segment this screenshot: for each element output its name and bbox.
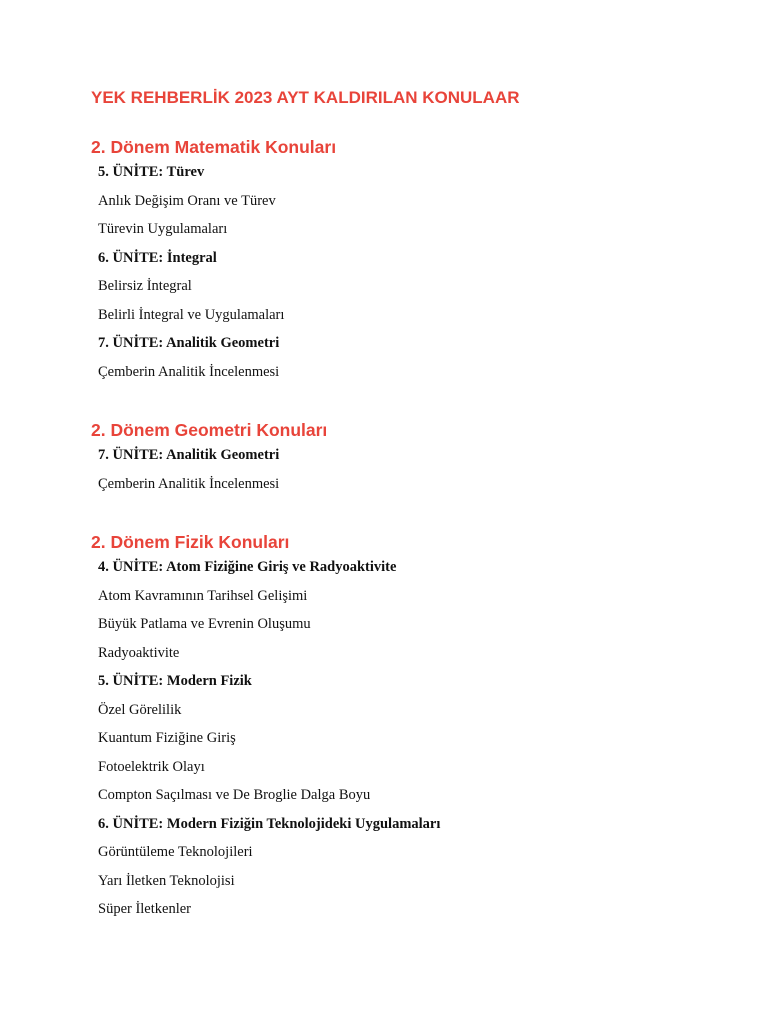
unit-heading: 5. ÜNİTE: Türev [98, 164, 205, 180]
section-heading: 2. Dönem Matematik Konuları [91, 137, 337, 157]
unit-heading: 7. ÜNİTE: Analitik Geometri [98, 447, 280, 463]
topic-item: Büyük Patlama ve Evrenin Oluşumu [98, 616, 311, 632]
unit-heading: 5. ÜNİTE: Modern Fizik [98, 673, 252, 689]
topic-item: Belirli İntegral ve Uygulamaları [98, 306, 285, 323]
topic-item: Fotoelektrik Olayı [98, 758, 205, 775]
section-heading: 2. Dönem Fizik Konuları [91, 532, 290, 552]
unit-heading: 6. ÜNİTE: İntegral [98, 249, 217, 266]
unit-heading: 7. ÜNİTE: Analitik Geometri [98, 335, 280, 351]
topic-item: Türevin Uygulamaları [98, 221, 228, 237]
unit-heading: 4. ÜNİTE: Atom Fiziğine Giriş ve Radyoaktivite [98, 559, 397, 575]
topic-item: Belirsiz İntegral [98, 278, 192, 294]
topic-item: Görüntüleme Teknolojileri [98, 844, 253, 860]
topic-item: Özel Görelilik [98, 701, 182, 718]
topic-item: Radyoaktivite [98, 644, 180, 661]
section-heading: 2. Dönem Geometri Konuları [91, 420, 328, 440]
topic-item: Çemberin Analitik İncelenmesi [98, 475, 280, 492]
topic-item: Anlık Değişim Oranı ve Türev [98, 192, 276, 209]
topic-item: Yarı İletken Teknolojisi [98, 872, 235, 889]
topic-item: Atom Kavramının Tarihsel Gelişimi [98, 587, 308, 604]
topic-item: Kuantum Fiziğine Giriş [98, 730, 236, 746]
unit-heading: 6. ÜNİTE: Modern Fiziğin Teknolojideki Uygulamaları [98, 815, 441, 832]
topic-item: Compton Saçılması ve De Broglie Dalga Boyu [98, 787, 371, 803]
topic-item: Süper İletkenler [98, 901, 192, 917]
document-title: YEK REHBERLİK 2023 AYT KALDIRILAN KONULAAR [91, 88, 520, 107]
topic-item: Çemberin Analitik İncelenmesi [98, 363, 280, 380]
